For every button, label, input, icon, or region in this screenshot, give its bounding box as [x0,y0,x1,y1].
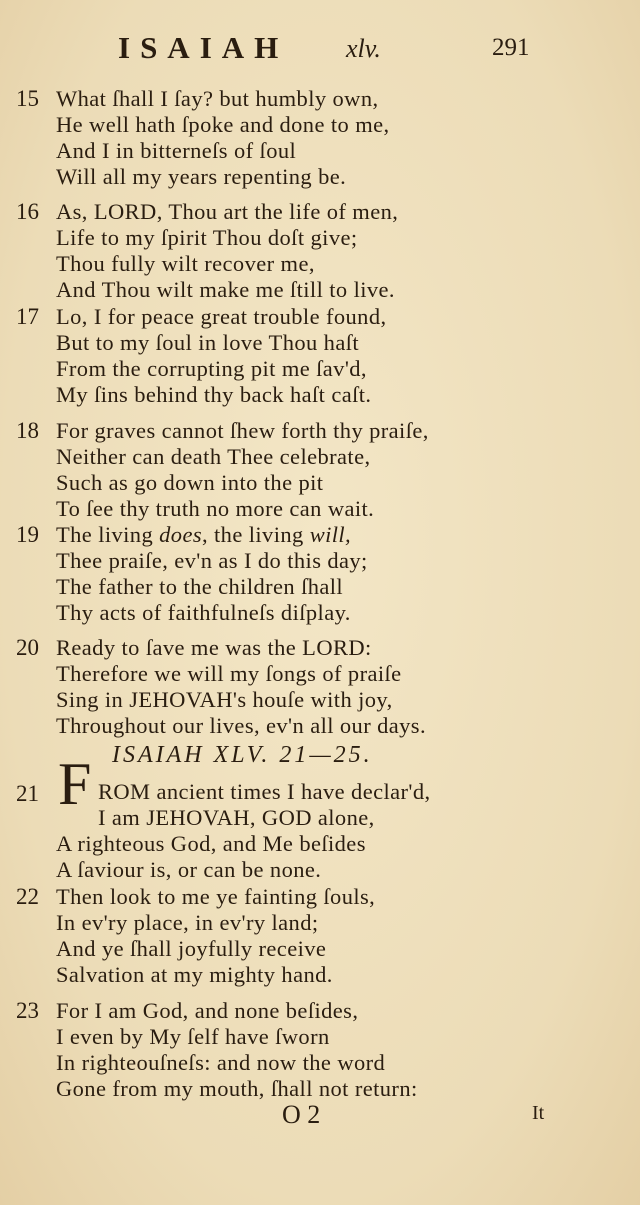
verse-number: 23 [16,998,39,1023]
verse-line: Throughout our lives, ev'n all our days. [56,713,426,738]
verse-line: Lo, I for peace great trouble found, [56,304,387,329]
verse-line: Then look to me ye fainting ſouls, [56,884,376,909]
verse-line: And I in bitterneſs of ſoul [56,138,297,163]
verse-line: Thy acts of faithfulneſs diſplay. [56,600,351,625]
verse-number: 20 [16,635,39,660]
italic-word: does [159,522,202,547]
signature-mark: O 2 [282,1100,321,1129]
verse-number: 15 [16,86,39,111]
verse-text: , the living [201,522,304,547]
section-heading: ISAIAH XLV. 21—25. [112,742,373,768]
verse-text: The living [56,522,154,547]
italic-word: will, [309,522,352,547]
verse-line: As, LORD, Thou art the life of men, [56,199,399,224]
verse-number: 19 [16,522,39,547]
verse-line: Gone from my mouth, ſhall not return: [56,1076,418,1101]
verse-line: My ſins behind thy back haſt caſt. [56,382,372,407]
verse-number: 16 [16,199,39,224]
verse-line: Sing in JEHOVAH's houſe with joy, [56,687,393,712]
page-number: 291 [492,34,530,61]
verse-line: Ready to ſave me was the LORD: [56,635,372,660]
verse-line: ROM ancient times I have declar'd, [98,779,431,804]
verse-line: I am JEHOVAH, GOD alone, [98,805,375,830]
verse-line: A ſaviour is, or can be none. [56,857,322,882]
drop-cap: F [58,751,92,817]
verse-line: Salvation at my mighty hand. [56,962,333,987]
verse-number: 18 [16,418,39,443]
verse-number: 17 [16,304,39,329]
verse-number: 22 [16,884,39,909]
catchword: It [532,1102,545,1124]
verse-line: I even by My ſelf have ſworn [56,1024,330,1049]
verse-number: 21 [16,781,39,806]
verse-line: What ſhall I ſay? but humbly own, [56,86,379,111]
verse-line: For I am God, and none beſides, [56,998,359,1023]
verse-line: The father to the children ſhall [56,574,344,599]
verse-line: And ye ſhall joyfully receive [56,936,327,961]
running-header [0,28,640,68]
verse-line: Therefore we will my ſongs of praiſe [56,661,402,686]
verse-line: Will all my years repenting be. [56,164,347,189]
verse-line: Such as go down into the pit [56,470,324,495]
verse-line: To ſee thy truth no more can wait. [56,496,375,521]
verse-line: Thee praiſe, ev'n as I do this day; [56,548,368,573]
running-title: ISAIAH [118,30,289,65]
verse-line: And Thou wilt make me ſtill to live. [56,277,395,302]
verse-line: But to my ſoul in love Thou haſt [56,330,360,355]
verse-line: He well hath ſpoke and done to me, [56,112,390,137]
verse-line [56,522,351,548]
verse-line: Neither can death Thee celebrate, [56,444,371,469]
verse-line: From the corrupting pit me ſav'd, [56,356,367,381]
verse-line: A righteous God, and Me beſides [56,831,366,856]
verse-line: Thou fully wilt recover me, [56,251,315,276]
verse-line: For graves cannot ſhew forth thy praiſe, [56,418,429,443]
verse-line: In righteouſneſs: and now the word [56,1050,386,1075]
verse-line: Life to my ſpirit Thou doſt give; [56,225,358,250]
chapter-reference: xlv. [346,34,381,63]
verse-line: In ev'ry place, in ev'ry land; [56,910,319,935]
